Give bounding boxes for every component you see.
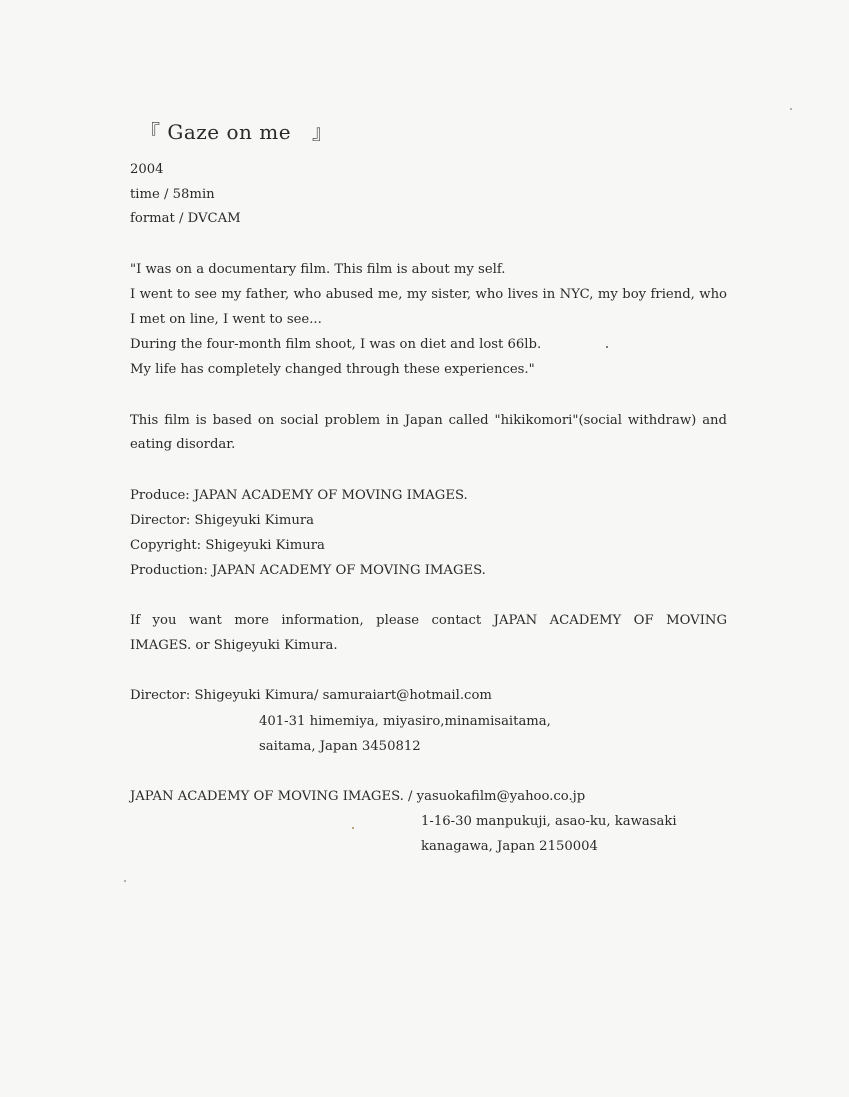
scan-speck	[352, 827, 354, 829]
info-line-2: IMAGES. or Shigeyuki Kimura.	[130, 638, 338, 653]
meta-format: format / DVCAM	[130, 211, 241, 226]
title-text: Gaze on me	[167, 120, 292, 144]
academy-address-line-1: 1-16-30 manpukuji, asao-ku, kawasaki	[421, 814, 677, 829]
academy-address-line-2: kanagawa, Japan 2150004	[421, 839, 598, 854]
credit-production: Production: JAPAN ACADEMY OF MOVING IMAGES.	[130, 563, 486, 578]
credit-director: Director: Shigeyuki Kimura	[130, 513, 315, 528]
quote-line-5: My life has completely changed through these experiences."	[130, 362, 535, 377]
credit-produce: Produce: JAPAN ACADEMY OF MOVING IMAGES.	[130, 488, 468, 503]
meta-time: time / 58min	[130, 187, 215, 202]
info-line-1: If you want more information, please contact JAPAN ACADEMY OF MOVING	[130, 613, 727, 628]
director-address-line-2: saitama, Japan 3450812	[259, 739, 421, 754]
document-title	[140, 116, 332, 145]
quote-line-3: I met on line, I went to see...	[130, 312, 322, 327]
quote-line-1: "I was on a documentary film. This film is about my self.	[130, 262, 506, 277]
credit-copyright: Copyright: Shigeyuki Kimura	[130, 538, 325, 553]
scan-speck	[124, 880, 126, 882]
academy-contact-line-1: JAPAN ACADEMY OF MOVING IMAGES. / yasuokafilm@yahoo.co.jp	[130, 789, 586, 804]
about-line-1: This film is based on social problem in Japan called "hikikomori"(social withdraw) and	[130, 413, 727, 428]
quote-line-2: I went to see my father, who abused me, my sister, who lives in NYC, my boy friend, who	[130, 287, 727, 302]
quote-line-4: During the four-month film shoot, I was on diet and lost 66lb.	[130, 337, 542, 352]
meta-year: 2004	[130, 162, 164, 177]
director-address-line-1: 401-31 himemiya, miyasiro,minamisaitama,	[259, 714, 551, 729]
title-close-bracket: 』	[311, 120, 333, 144]
about-line-2: eating disordar.	[130, 437, 236, 452]
scan-speck	[606, 346, 608, 348]
title-open-bracket: 『	[140, 120, 161, 144]
scan-speck	[790, 108, 792, 110]
director-contact-line-1: Director: Shigeyuki Kimura/ samuraiart@hotmail.com	[130, 688, 492, 703]
